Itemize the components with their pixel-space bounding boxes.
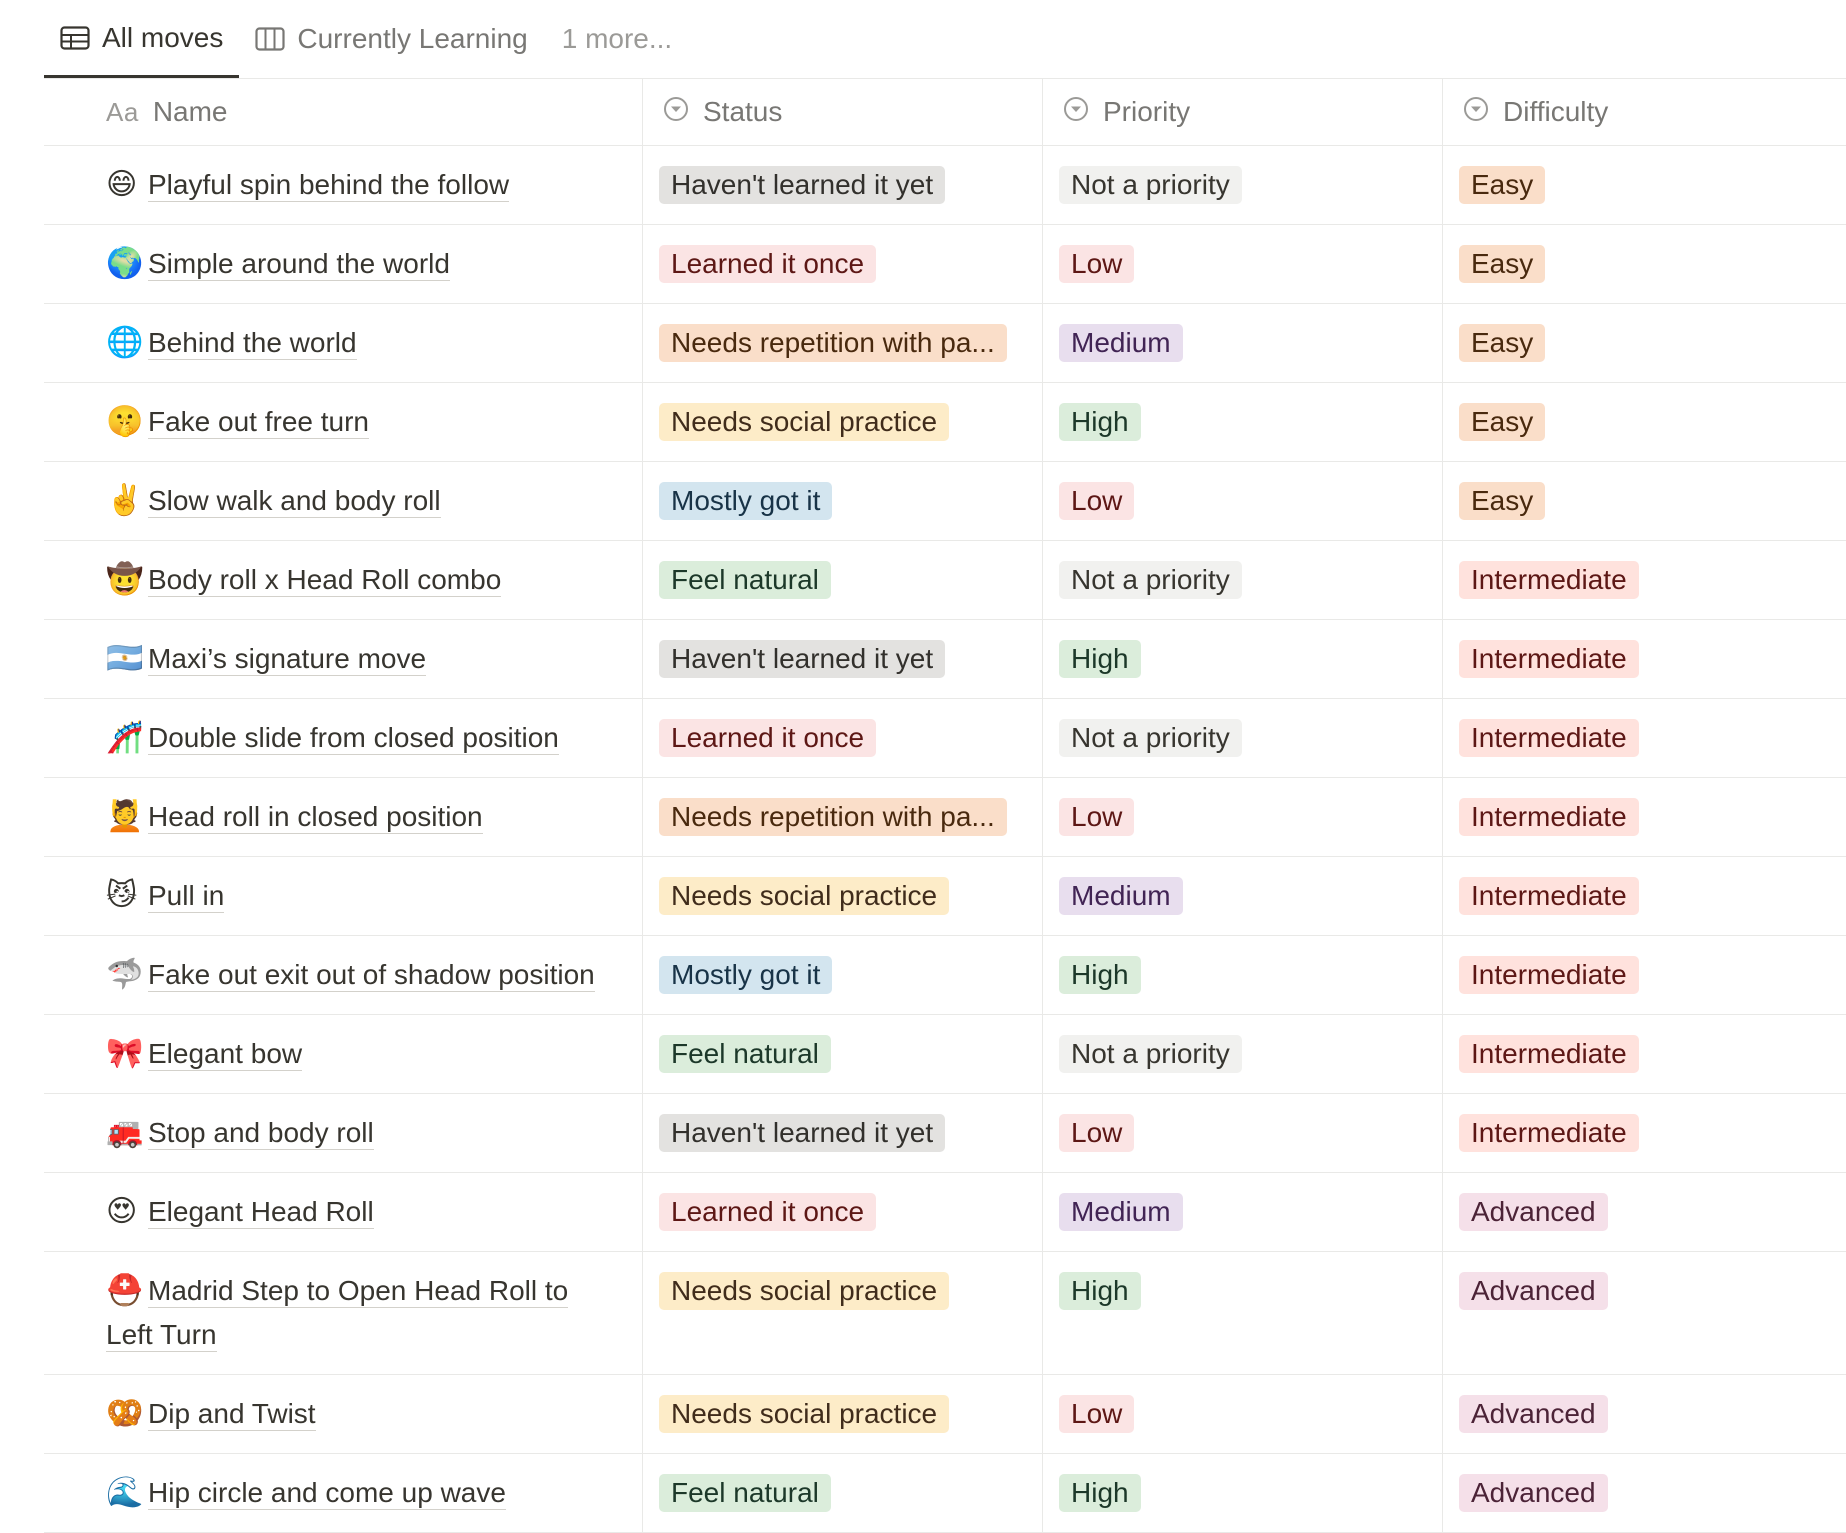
move-name-link[interactable]: Dip and Twist: [148, 1398, 316, 1429]
tab-label: All moves: [102, 21, 224, 53]
row-emoji-icon: ✌️: [106, 484, 144, 517]
table-row[interactable]: [44, 541, 1846, 620]
status-tag: Mostly got it: [659, 482, 832, 520]
name-cell[interactable]: [44, 225, 643, 303]
difficulty-tag: Advanced: [1459, 1395, 1608, 1433]
move-name-link[interactable]: Pull in: [148, 880, 225, 911]
status-tag: Learned it once: [659, 245, 876, 283]
row-emoji-icon: 🤫: [106, 405, 144, 438]
status-cell[interactable]: [643, 936, 1043, 1014]
name-content: [106, 1190, 612, 1234]
table-row[interactable]: [44, 146, 1846, 225]
priority-cell[interactable]: [1043, 936, 1443, 1014]
name-content: [106, 1032, 612, 1076]
name-cell[interactable]: [44, 699, 643, 777]
select-property-icon: [663, 96, 689, 129]
move-name-link[interactable]: Maxi’s signature move: [148, 643, 427, 674]
move-name-link[interactable]: Fake out free turn: [148, 406, 370, 437]
priority-cell[interactable]: [1043, 304, 1443, 382]
name-content: [106, 874, 612, 918]
name-cell[interactable]: [44, 1252, 643, 1374]
name-cell[interactable]: [44, 936, 643, 1014]
name-cell[interactable]: [44, 383, 643, 461]
table-header: [44, 79, 1846, 146]
status-tag: Feel natural: [659, 561, 831, 599]
table-row[interactable]: [44, 383, 1846, 462]
priority-cell[interactable]: [1043, 225, 1443, 303]
difficulty-cell[interactable]: [1443, 936, 1846, 1014]
difficulty-cell[interactable]: [1443, 857, 1846, 935]
text-property-icon: Aa: [106, 96, 139, 127]
status-tag: Learned it once: [659, 1193, 876, 1231]
table-row[interactable]: [44, 1173, 1846, 1252]
name-cell[interactable]: [44, 857, 643, 935]
row-emoji-icon: 🌍: [106, 247, 144, 280]
name-cell[interactable]: [44, 541, 643, 619]
difficulty-cell[interactable]: [1443, 1375, 1846, 1453]
view-tabs: [44, 0, 1846, 78]
table-icon: [60, 26, 90, 50]
status-tag: Needs social practice: [659, 1272, 949, 1310]
priority-tag: High: [1059, 640, 1141, 678]
table-row[interactable]: [44, 620, 1846, 699]
priority-tag: Medium: [1059, 1193, 1183, 1231]
table-row[interactable]: [44, 225, 1846, 304]
priority-tag: Medium: [1059, 324, 1183, 362]
move-name-link[interactable]: Head roll in closed position: [148, 801, 483, 832]
priority-tag: High: [1059, 1272, 1141, 1310]
name-content: [106, 1111, 612, 1155]
difficulty-tag: Advanced: [1459, 1474, 1608, 1512]
select-property-icon: [1063, 96, 1089, 129]
name-content: [106, 242, 612, 286]
move-name-link[interactable]: Slow walk and body roll: [148, 485, 441, 516]
move-name-link[interactable]: Madrid Step to Open Head Roll to Left Turn: [106, 1275, 569, 1350]
row-emoji-icon: 🎢: [106, 721, 144, 754]
name-content: [106, 637, 612, 681]
column-header-name[interactable]: [44, 79, 643, 145]
tab-label: 1 more...: [561, 23, 673, 54]
name-cell[interactable]: [44, 620, 643, 698]
status-tag: Haven't learned it yet: [659, 1114, 945, 1152]
difficulty-tag: Intermediate: [1459, 719, 1639, 757]
priority-tag: Low: [1059, 482, 1134, 520]
tab-label: Currently Learning: [297, 23, 528, 54]
priority-cell[interactable]: [1043, 1454, 1443, 1532]
move-name-link[interactable]: Hip circle and come up wave: [148, 1477, 506, 1508]
status-cell[interactable]: [643, 1094, 1043, 1172]
name-cell[interactable]: [44, 1015, 643, 1093]
status-tag: Feel natural: [659, 1474, 831, 1512]
row-emoji-icon: 🚒: [106, 1116, 144, 1149]
difficulty-cell[interactable]: [1443, 146, 1846, 224]
row-emoji-icon: 💆: [106, 800, 144, 833]
status-cell[interactable]: [643, 857, 1043, 935]
difficulty-tag: Advanced: [1459, 1272, 1608, 1310]
priority-tag: Not a priority: [1059, 561, 1242, 599]
row-emoji-icon: 🎀: [106, 1037, 144, 1070]
priority-tag: Not a priority: [1059, 166, 1242, 204]
table-row[interactable]: [44, 1252, 1846, 1375]
status-tag: Needs social practice: [659, 403, 949, 441]
difficulty-cell[interactable]: [1443, 541, 1846, 619]
table-row[interactable]: [44, 1375, 1846, 1454]
status-cell[interactable]: [643, 620, 1043, 698]
column-label: Difficulty: [1503, 96, 1609, 127]
table-row[interactable]: [44, 699, 1846, 778]
row-emoji-icon: 🥨: [106, 1397, 144, 1430]
table-row[interactable]: [44, 857, 1846, 936]
row-emoji-icon: 😍: [106, 1195, 138, 1228]
row-emoji-icon: 🤠: [106, 563, 144, 596]
status-tag: Mostly got it: [659, 956, 832, 994]
move-name-link[interactable]: Playful spin behind the follow: [148, 169, 510, 200]
status-tag: Haven't learned it yet: [659, 166, 945, 204]
status-tag: Learned it once: [659, 719, 876, 757]
priority-cell[interactable]: [1043, 620, 1443, 698]
priority-tag: Low: [1059, 798, 1134, 836]
priority-cell[interactable]: [1043, 1015, 1443, 1093]
difficulty-cell[interactable]: [1443, 383, 1846, 461]
difficulty-tag: Easy: [1459, 245, 1545, 283]
row-emoji-icon: 🌊: [106, 1476, 144, 1509]
difficulty-tag: Intermediate: [1459, 798, 1639, 836]
name-cell[interactable]: [44, 146, 643, 224]
row-emoji-icon: 🇦🇷: [106, 642, 144, 675]
status-tag: Needs social practice: [659, 877, 949, 915]
status-cell[interactable]: [643, 541, 1043, 619]
status-cell[interactable]: [643, 1015, 1043, 1093]
priority-cell[interactable]: [1043, 462, 1443, 540]
status-cell[interactable]: [643, 1252, 1043, 1374]
difficulty-cell[interactable]: [1443, 620, 1846, 698]
name-cell[interactable]: [44, 1375, 643, 1453]
name-cell[interactable]: [44, 462, 643, 540]
priority-tag: High: [1059, 956, 1141, 994]
status-tag: Haven't learned it yet: [659, 640, 945, 678]
table-row[interactable]: [44, 936, 1846, 1015]
move-name-link[interactable]: Stop and body roll: [148, 1117, 374, 1148]
table-row[interactable]: [44, 1015, 1846, 1094]
difficulty-cell[interactable]: [1443, 1173, 1846, 1251]
row-emoji-icon: 🌐: [106, 326, 144, 359]
difficulty-tag: Advanced: [1459, 1193, 1608, 1231]
difficulty-tag: Easy: [1459, 403, 1545, 441]
select-property-icon: [1463, 96, 1489, 129]
status-tag: Needs repetition with pa...: [659, 798, 1007, 836]
difficulty-tag: Intermediate: [1459, 877, 1639, 915]
column-header-status[interactable]: [643, 79, 1043, 145]
name-cell[interactable]: [44, 1173, 643, 1251]
name-cell[interactable]: [44, 1094, 643, 1172]
name-content: [106, 795, 612, 839]
move-name-link[interactable]: Double slide from closed position: [148, 722, 559, 753]
priority-cell[interactable]: [1043, 146, 1443, 224]
move-name-link[interactable]: Fake out exit out of shadow position: [148, 959, 595, 990]
status-cell[interactable]: [643, 1375, 1043, 1453]
status-cell[interactable]: [643, 778, 1043, 856]
name-content: [106, 1392, 612, 1436]
priority-tag: Low: [1059, 1395, 1134, 1433]
name-content: [106, 163, 612, 207]
move-name-link[interactable]: Body roll x Head Roll combo: [148, 564, 502, 595]
difficulty-tag: Easy: [1459, 166, 1545, 204]
board-icon: [255, 27, 285, 51]
table-row[interactable]: [44, 1454, 1846, 1533]
status-cell[interactable]: [643, 1173, 1043, 1251]
difficulty-tag: Intermediate: [1459, 1114, 1639, 1152]
tab-all-moves[interactable]: [44, 0, 239, 78]
difficulty-tag: Intermediate: [1459, 561, 1639, 599]
column-label: Priority: [1103, 96, 1191, 127]
priority-tag: Medium: [1059, 877, 1183, 915]
difficulty-tag: Easy: [1459, 482, 1545, 520]
priority-cell[interactable]: [1043, 1252, 1443, 1374]
priority-cell[interactable]: [1043, 778, 1443, 856]
priority-tag: High: [1059, 1474, 1141, 1512]
status-cell[interactable]: [643, 699, 1043, 777]
tab-currently-learning[interactable]: [239, 0, 543, 78]
priority-cell[interactable]: [1043, 699, 1443, 777]
difficulty-cell[interactable]: [1443, 1252, 1846, 1374]
status-cell[interactable]: [643, 383, 1043, 461]
move-name-link[interactable]: Simple around the world: [148, 248, 450, 279]
status-tag: Feel natural: [659, 1035, 831, 1073]
priority-tag: Low: [1059, 1114, 1134, 1152]
moves-table: [44, 78, 1846, 1533]
difficulty-cell[interactable]: [1443, 225, 1846, 303]
difficulty-cell[interactable]: [1443, 1015, 1846, 1093]
name-content: [106, 1471, 612, 1515]
name-content: [106, 1269, 612, 1357]
row-emoji-icon: 🦈: [106, 958, 144, 991]
status-cell[interactable]: [643, 146, 1043, 224]
priority-cell[interactable]: [1043, 857, 1443, 935]
row-emoji-icon: 😄: [106, 168, 138, 201]
difficulty-cell[interactable]: [1443, 1094, 1846, 1172]
table-row[interactable]: [44, 462, 1846, 541]
status-cell[interactable]: [643, 462, 1043, 540]
tab-more-views[interactable]: [544, 0, 688, 78]
priority-tag: Not a priority: [1059, 1035, 1242, 1073]
column-header-priority[interactable]: [1043, 79, 1443, 145]
column-header-difficulty[interactable]: [1443, 79, 1846, 145]
name-cell[interactable]: [44, 778, 643, 856]
table-row[interactable]: [44, 1094, 1846, 1173]
table-body: [44, 146, 1846, 1533]
difficulty-tag: Intermediate: [1459, 640, 1639, 678]
status-cell[interactable]: [643, 1454, 1043, 1532]
status-cell[interactable]: [643, 304, 1043, 382]
column-label: Status: [703, 96, 783, 127]
difficulty-tag: Intermediate: [1459, 956, 1639, 994]
name-content: [106, 479, 612, 523]
name-cell[interactable]: [44, 1454, 643, 1532]
move-name-link[interactable]: Behind the world: [148, 327, 357, 358]
table-row[interactable]: [44, 778, 1846, 857]
priority-cell[interactable]: [1043, 1094, 1443, 1172]
status-cell[interactable]: [643, 225, 1043, 303]
difficulty-tag: Easy: [1459, 324, 1545, 362]
priority-tag: High: [1059, 403, 1141, 441]
difficulty-cell[interactable]: [1443, 778, 1846, 856]
table-row[interactable]: [44, 304, 1846, 383]
difficulty-cell[interactable]: [1443, 699, 1846, 777]
name-content: [106, 558, 612, 602]
priority-cell[interactable]: [1043, 541, 1443, 619]
name-content: [106, 400, 612, 444]
column-label: Name: [152, 96, 228, 127]
status-tag: Needs social practice: [659, 1395, 949, 1433]
priority-cell[interactable]: [1043, 1173, 1443, 1251]
move-name-link[interactable]: Elegant bow: [148, 1038, 303, 1069]
name-content: [106, 321, 612, 365]
difficulty-tag: Intermediate: [1459, 1035, 1639, 1073]
priority-cell[interactable]: [1043, 1375, 1443, 1453]
move-name-link[interactable]: Elegant Head Roll: [148, 1196, 374, 1227]
name-cell[interactable]: [44, 304, 643, 382]
row-emoji-icon: ⛑️: [106, 1274, 144, 1307]
difficulty-cell[interactable]: [1443, 1454, 1846, 1532]
difficulty-cell[interactable]: [1443, 462, 1846, 540]
name-content: [106, 716, 612, 760]
difficulty-cell[interactable]: [1443, 304, 1846, 382]
priority-tag: Low: [1059, 245, 1134, 283]
status-tag: Needs repetition with pa...: [659, 324, 1007, 362]
name-content: [106, 953, 612, 997]
row-emoji-icon: 😼: [106, 879, 138, 912]
priority-tag: Not a priority: [1059, 719, 1242, 757]
priority-cell[interactable]: [1043, 383, 1443, 461]
